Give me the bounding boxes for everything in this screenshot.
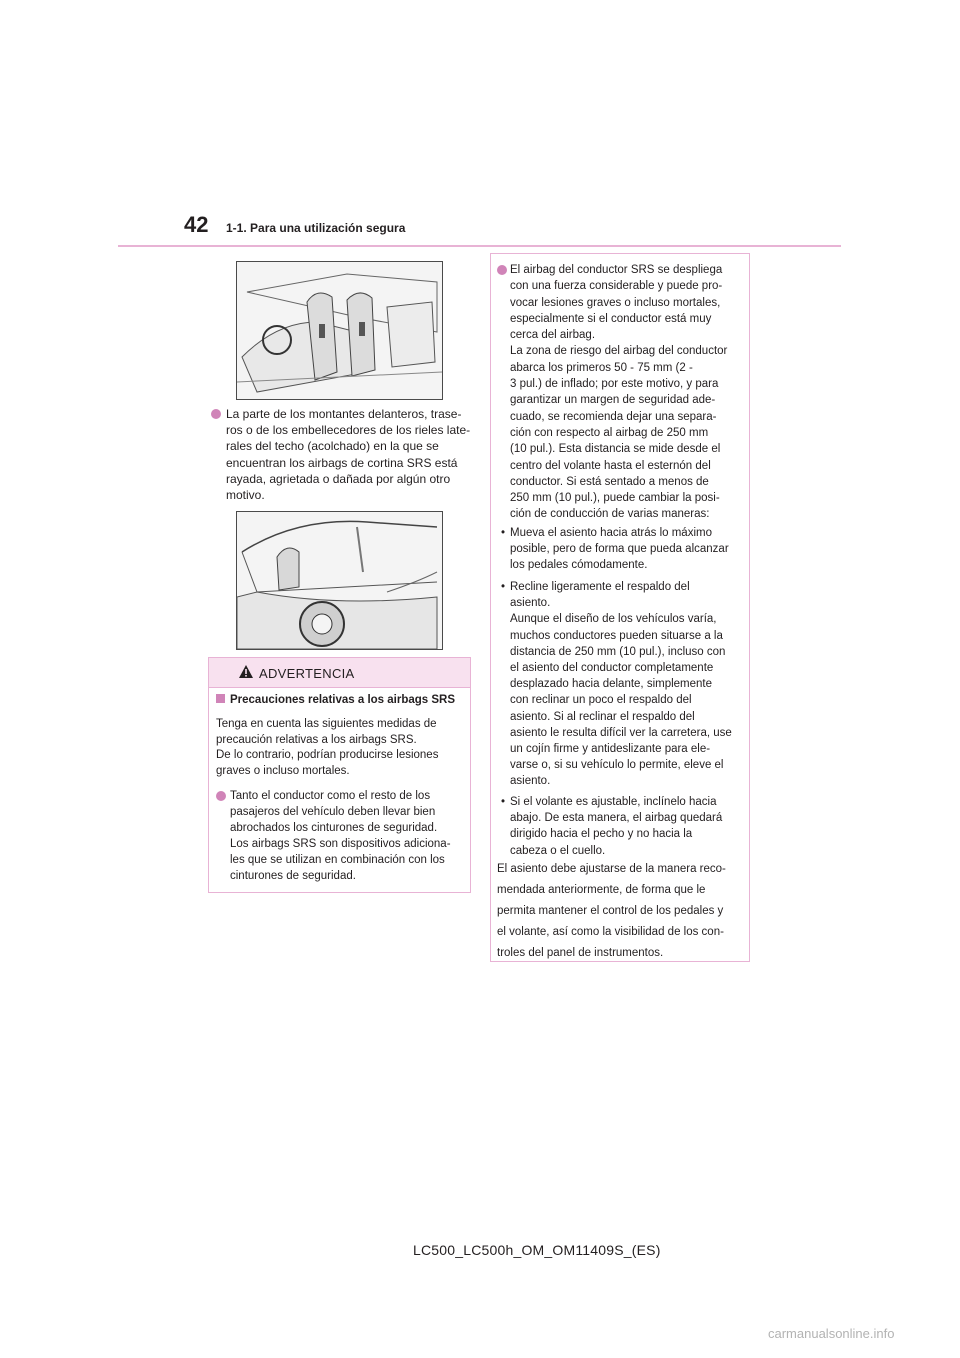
list-item-text: Si el volante es ajustable, inclínelo hacia abajo. De esta manera, el airbag quedará dirigido hacia el pecho y no hacia la cabeza o el cuello. xyxy=(510,796,723,857)
warning-title: ADVERTENCIA xyxy=(259,666,355,681)
warning-triangle-icon xyxy=(238,664,254,684)
driver-airbag-bullet xyxy=(497,262,745,523)
car-interior-illustration xyxy=(236,261,443,400)
page-number: 42 xyxy=(184,212,209,237)
list-item xyxy=(501,794,745,859)
watermark: carmanualsonline.info xyxy=(768,1326,895,1341)
bullet-dot-icon xyxy=(216,791,226,801)
list-item xyxy=(501,579,745,790)
continued-warning-box xyxy=(490,253,750,962)
document-code: LC500_LC500h_OM_OM11409S_(ES) xyxy=(413,1242,661,1258)
warning-subheading xyxy=(216,694,455,706)
bullet-dot-icon xyxy=(497,265,507,275)
square-bullet-icon xyxy=(216,694,225,703)
list-item xyxy=(501,525,745,574)
bullet-dot-icon xyxy=(211,409,221,419)
warning-bullet xyxy=(216,788,466,884)
driver-airbag-text: El airbag del conductor SRS se despliega con una fuerza considerable y puede pro- vocar lesiones graves o incluso mortales, especialmente si el conductor está muy cerca del airbag. La zona de riesgo del airbag del conductor abarca los primeros 50 - 75 mm (2 - 3 pul.) de inflado; por este motivo, y para garantizar un margen de seguridad ade- cuado, se recomienda dejar una separa- ción con respecto al airbag de 250 mm (10 pul.). Esta distancia se mide desde el centro del volante hasta el esternón del conductor. Si está sentado a menos de 250 mm (10 pul.), puede cambiar la posi- ción de conducción de varias maneras: xyxy=(510,264,728,521)
list-mark: • xyxy=(501,527,506,539)
section-title: 1-1. Para una utilización segura xyxy=(226,221,406,235)
car-exterior-illustration xyxy=(236,511,443,650)
list-mark: • xyxy=(501,581,506,593)
warning-box xyxy=(208,657,471,893)
warning-paragraph: Tenga en cuenta las siguientes medidas de precaución relativas a los airbags SRS. De lo contrario, podrían producirse lesiones graves o incluso mortales. xyxy=(216,718,439,777)
warning-subheading-text: Precauciones relativas a los airbags SRS xyxy=(230,694,456,706)
closing-paragraph: El asiento debe ajustarse de la manera reco- mendada anteriormente, de forma que le permita mantener el control de los pedales y el volante, así como la visibilidad de los con- troles del panel de instrumentos. xyxy=(497,863,726,959)
list-item-text: Recline ligeramente el respaldo del asiento. Aunque el diseño de los vehículos varía, muchos conductores pueden situarse a la distancia de 250 mm (10 pul.), incluso con el asiento del conductor completamente desplazado hacia delante, simplemente con reclinar un poco el respaldo del asiento. Si al reclinar el respaldo del asiento le resulta difícil ver la carretera, use un cojín firme y antideslizante para ele- varse o, si su vehículo lo permite, eleve el asiento. xyxy=(510,581,732,788)
list-item-text: Mueva el asiento hacia atrás lo máximo posible, pero de forma que pueda alcanzar los pedales cómodamente. xyxy=(510,527,729,572)
header-rule xyxy=(118,245,841,247)
warning-bullet-text: Tanto el conductor como el resto de los pasajeros del vehículo deben llevar bien abrochados los cinturones de seguridad. Los airbags SRS son dispositivos adiciona- les que se utilizan en combinación con los cinturones de seguridad. xyxy=(230,790,451,882)
bullet-text: La parte de los montantes delanteros, trase- ros o de los embellecedores de los rieles late- rales del techo (acolchado) en la que se encuentran los airbags de cortina SRS está rayada, agrietada o dañada por algún otro motivo. xyxy=(226,407,471,503)
warning-header xyxy=(209,658,470,688)
list-mark: • xyxy=(501,796,506,808)
bullet-paragraph xyxy=(211,406,471,503)
